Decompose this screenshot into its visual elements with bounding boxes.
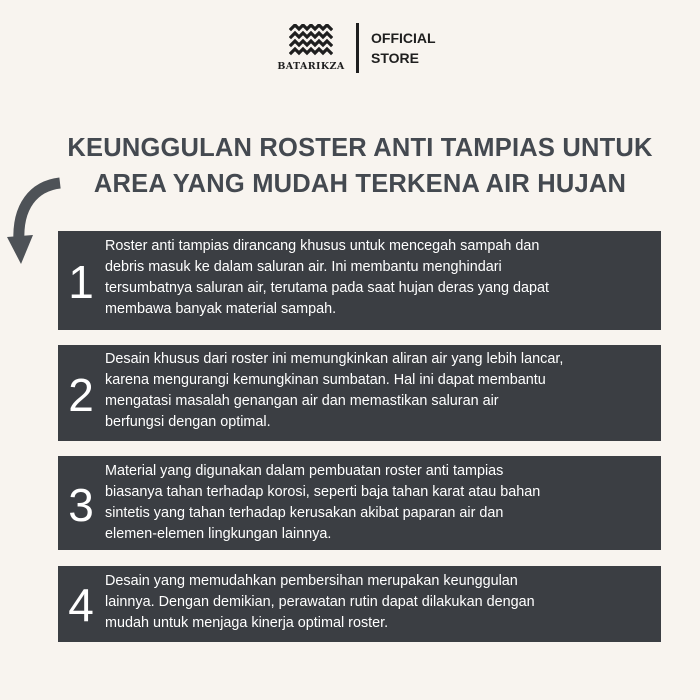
title-line-1: KEUNGGULAN ROSTER ANTI TAMPIAS UNTUK [67,134,653,162]
card-text-line: sintetis yang tahan terhadap kerusakan akibat paparan air dan [105,505,504,521]
card-text-line: lainnya. Dengan demikian, perawatan rutin dapat dilakukan dengan [105,594,535,610]
store-header [278,20,436,76]
card-text-line: mudah untuk menjaga kinerja optimal roster. [105,615,389,631]
card-text-line: debris masuk ke dalam saluran air. Ini membantu menghindari [105,259,502,275]
card-description [105,236,649,320]
card-number: 1 [68,256,94,308]
advantage-card-2 [58,345,661,441]
page-title [40,130,680,202]
card-text-line: Desain khusus dari roster ini memungkinkan aliran air yang lebih lancar, [105,351,564,367]
card-description [105,571,649,634]
official-label: OFFICIAL [371,30,436,46]
card-text-line: membawa banyak material sampah. [105,301,337,317]
card-text-line: Roster anti tampias dirancang khusus untuk mencegah sampah dan [105,238,540,254]
card-text-line: Desain yang memudahkan pembersihan merupakan keunggulan [105,573,518,589]
official-store-label [371,28,436,68]
batarikza-logo-icon [289,24,333,58]
card-number: 4 [68,579,94,631]
card-text-line: mengatasi masalah genangan air dan memastikan saluran air [105,393,499,409]
card-text-line: karena mengurangi kemungkinan sumbatan. Hal ini dapat membantu [105,372,546,388]
brand-name: BATARIKZA [277,61,345,72]
card-text-line: elemen-elemen lingkungan lainnya. [105,526,332,542]
card-number: 2 [68,369,94,421]
card-text-line: biasanya tahan terhadap korosi, seperti baja tahan karat atau bahan [105,484,541,500]
card-description [105,349,649,433]
title-line-2: AREA YANG MUDAH TERKENA AIR HUJAN [93,170,627,198]
card-text-line: Material yang digunakan dalam pembuatan roster anti tampias [105,463,504,479]
store-label: STORE [371,50,419,66]
card-description [105,461,649,545]
card-text-line: tersumbatnya saluran air, terutama pada saat hujan deras yang dapat [105,280,549,296]
brand-logo [278,24,344,72]
advantage-card-1 [58,231,661,330]
card-text-line: berfungsi dengan optimal. [105,414,271,430]
header-divider [356,23,359,73]
advantage-card-4 [58,566,661,642]
advantage-card-3 [58,456,661,550]
card-number: 3 [68,479,94,531]
